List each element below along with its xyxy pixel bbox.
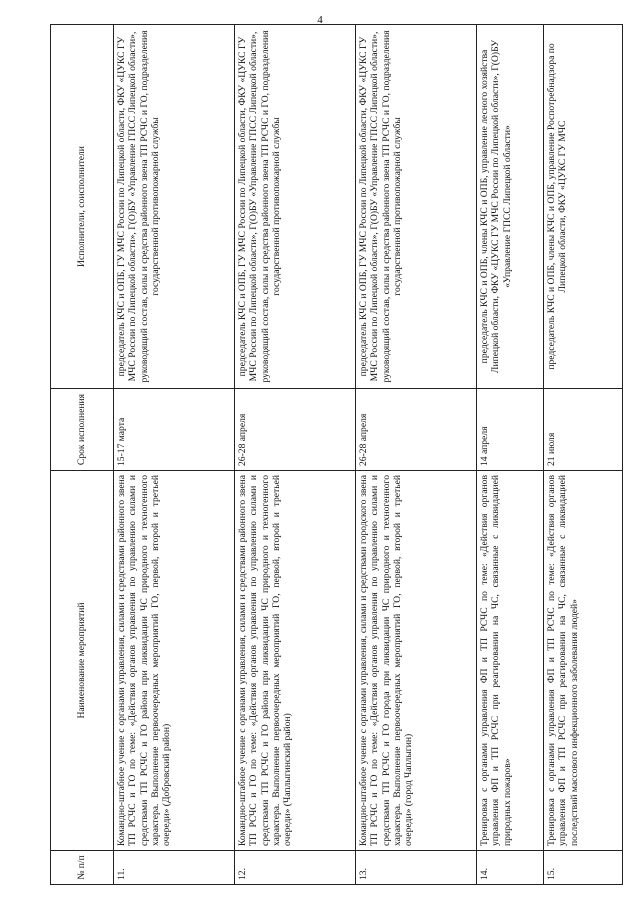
table-row bbox=[235, 25, 356, 885]
event-deadline: 21 июля bbox=[544, 389, 623, 471]
event-name: Командно-штабное учение с органами управления, силами и средствами районного звена ТП РСЧС и ГО по теме: «Действия органов управления по управлению силами и средствами ТП РСЧС и ГО района при ликвидации ЧС природного и техногенного характера. Выполнение первоочередных мероприятий ГО, первой, второй и третьей очереди» (Добровский район) bbox=[114, 471, 235, 851]
table-row bbox=[544, 25, 623, 885]
event-executors: председатель КЧС и ОПБ, ГУ МЧС России по Липецкой области, ФКУ «ЦУКС ГУ МЧС России по Липецкой области», Г(О)БУ «Управление ГПСС Липецкой области», руководящий состав, силы и средства районного звена ТП РСЧС и ГО, подразделения государственной противопожарной службы bbox=[114, 25, 235, 389]
event-name: Тренировка с органами управления ФП и ТП РСЧС по теме: «Действия органов управления ФП и ТП РСЧС при реагировании на ЧС, связанные с ликвидацией последствий массового инфекционного заболевания людей» bbox=[544, 471, 623, 851]
event-deadline: 26-28 апреля bbox=[356, 389, 477, 471]
event-deadline: 26-28 апреля bbox=[235, 389, 356, 471]
table-header-row bbox=[51, 25, 114, 885]
table-row bbox=[477, 25, 544, 885]
row-number: 13. bbox=[356, 851, 477, 885]
event-executors: председатель КЧС и ОПБ, члены КЧС и ОПБ, управление Роспотребнадзора по Липецкой области, ФКУ «ЦУКС ГУ МЧС bbox=[544, 25, 623, 389]
event-name: Командно-штабное учение с органами управления, силами и средствами городского звена ТП РСЧС и ГО по теме: «Действия органов управления по управлению силами и средствами ТП РСЧС и ГО города при ликвидации ЧС природного и техногенного характера. Выполнение первоочередных мероприятий ГО, первой, второй и третьей очереди» (город Чаплыгин) bbox=[356, 471, 477, 851]
header-event-name: Наименование мероприятий bbox=[51, 471, 114, 851]
events-table bbox=[50, 24, 623, 885]
rotated-table-container bbox=[50, 25, 610, 885]
table-row bbox=[356, 25, 477, 885]
event-deadline: 14 апреля bbox=[477, 389, 544, 471]
event-executors: председатель КЧС и ОПБ, ГУ МЧС России по Липецкой области, ФКУ «ЦУКС ГУ МЧС России по Липецкой области», Г(О)БУ «Управление ГПСС Липецкой области», руководящий состав, силы и средства районного звена ТП РСЧС и ГО, подразделения государственной противопожарной службы bbox=[235, 25, 356, 389]
event-name: Командно-штабное учение с органами управления, силами и средствами районного звена ТП РСЧС и ГО по теме: «Действия органов управления по управлению силами и средствами ТП РСЧС и ГО района при ликвидации ЧС природного и техногенного характера. Выполнение первоочередных мероприятий ГО, первой, второй и третьей очереди» (Чаплыгинский район) bbox=[235, 471, 356, 851]
event-deadline: 15-17 марта bbox=[114, 389, 235, 471]
header-executors: Исполнители, соисполнители bbox=[51, 25, 114, 389]
row-number: 15. bbox=[544, 851, 623, 885]
event-executors: председатель КЧС и ОПБ, ГУ МЧС России по Липецкой области, ФКУ «ЦУКС ГУ МЧС России по Липецкой области», Г(О)БУ «Управление ГПСС Липецкой области», руководящий состав, силы и средства районного звена ТП РСЧС и ГО, подразделения государственной противопожарной службы bbox=[356, 25, 477, 389]
page-number: 4 bbox=[317, 14, 323, 26]
event-executors: председатель КЧС и ОПБ, члены КЧС и ОПБ, управление лесного хозяйства Липецкой области, ФКУ «ЦУКС ГУ МЧС России по Липецкой области», Г(О)БУ «Управление ГПСС Липецкой области» bbox=[477, 25, 544, 389]
row-number: 14. bbox=[477, 851, 544, 885]
header-deadline: Срок исполнения bbox=[51, 389, 114, 471]
row-number: 11. bbox=[114, 851, 235, 885]
table-row bbox=[114, 25, 235, 885]
row-number: 12. bbox=[235, 851, 356, 885]
header-number: № п/п bbox=[51, 851, 114, 885]
event-name: Тренировка с органами управления ФП и ТП РСЧС по теме: «Действия органов управления ФП и ТП РСЧС при реагировании на ЧС, связанные с ликвидацией природных пожаров» bbox=[477, 471, 544, 851]
